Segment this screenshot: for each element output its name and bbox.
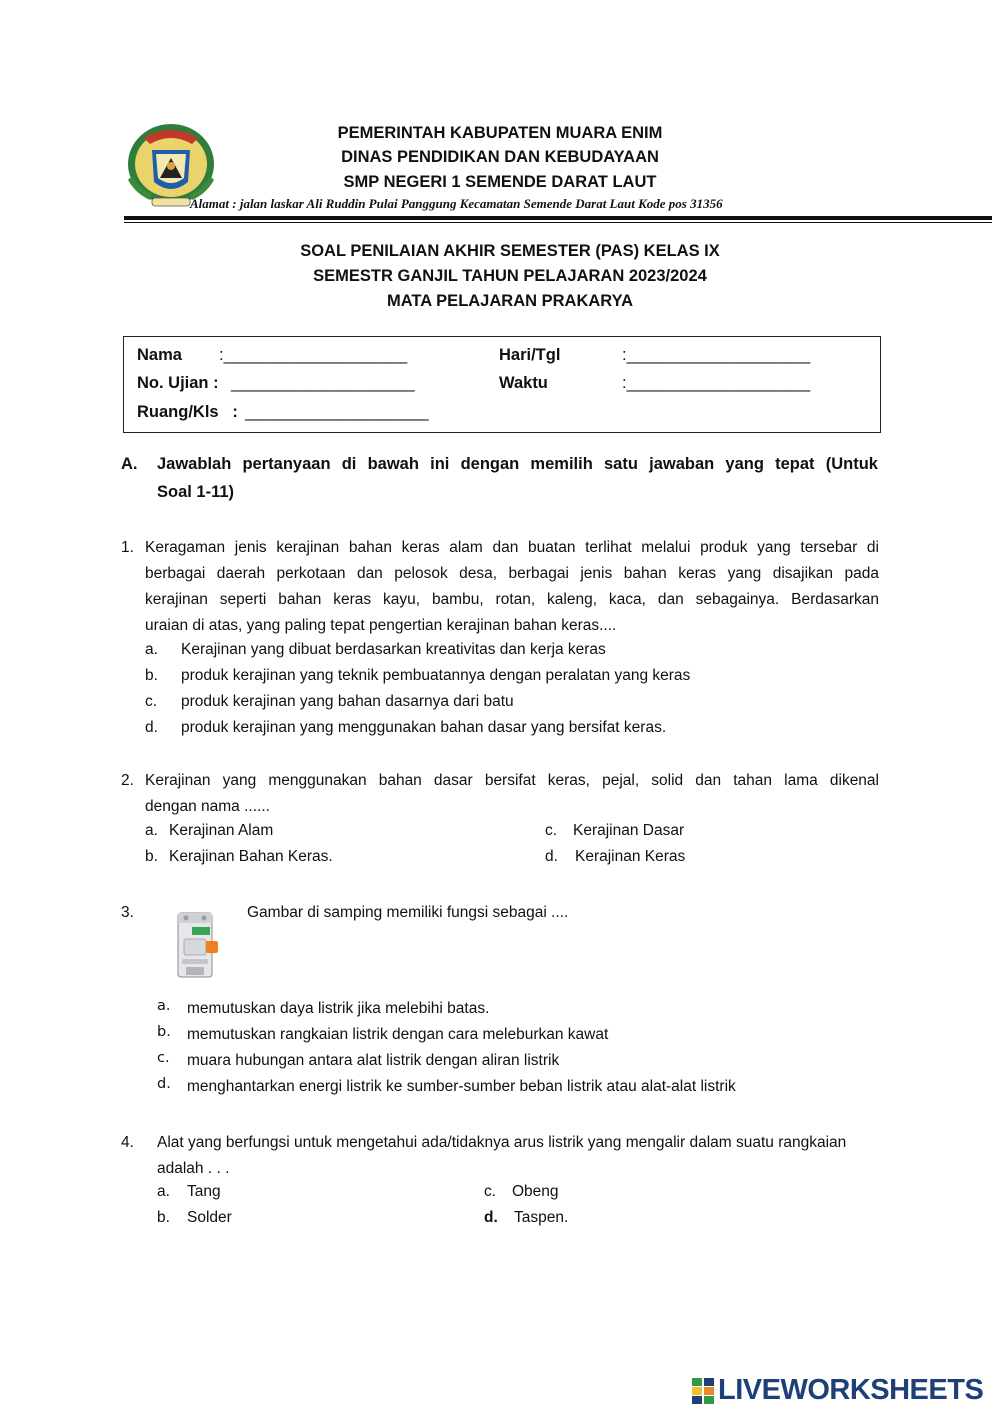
question-1-line-2: berbagai daerah perkotaan dan pelosok desa, berbagai jenis bahan keras yang disajikan pada: [145, 565, 879, 582]
hari-tgl-label: Hari/Tgl: [499, 346, 561, 364]
question-2-option-a[interactable]: Kerajinan Alam: [169, 822, 274, 839]
question-1-option-a[interactable]: Kerajinan yang dibuat berdasarkan kreativitas dan kerja keras: [181, 641, 606, 658]
question-4-option-b-letter: b.: [157, 1209, 170, 1226]
question-4-option-c-letter: c.: [484, 1183, 497, 1200]
hari-tgl-field[interactable]: :____________________: [622, 346, 811, 364]
nama-label: Nama: [137, 346, 182, 364]
nama-field[interactable]: :____________________: [219, 346, 408, 364]
exam-title-line-3: MATA PELAJARAN PRAKARYA: [387, 292, 633, 310]
question-4-option-b[interactable]: Solder: [187, 1209, 232, 1226]
question-4-option-d-letter: d.: [484, 1209, 498, 1226]
letterhead-line-3: SMP NEGERI 1 SEMENDE DARAT LAUT: [343, 173, 657, 191]
no-ujian-label: No. Ujian :: [137, 374, 219, 392]
question-3-option-a-letter: a.: [157, 998, 171, 1014]
ruang-kls-label: Ruang/Kls :: [137, 403, 238, 421]
question-1-line-3: kerajinan seperti bahan keras kayu, bambu, rotan, kaleng, kaca, dan sebagainya. Berdasarkan: [145, 591, 879, 608]
question-2-option-d-letter: d.: [545, 848, 558, 865]
question-2-line-2: dengan nama ......: [145, 798, 270, 815]
question-1-option-c[interactable]: produk kerajinan yang bahan dasarnya dari batu: [181, 693, 514, 710]
question-2-number: 2.: [121, 772, 134, 789]
question-3-number: 3.: [121, 904, 134, 921]
question-3-option-d-letter: d.: [157, 1076, 171, 1092]
question-3-prompt: Gambar di samping memiliki fungsi sebagai ....: [247, 904, 569, 921]
question-1-option-a-letter: a.: [145, 641, 158, 658]
letterhead-line-1: PEMERINTAH KABUPATEN MUARA ENIM: [337, 124, 663, 142]
question-2-option-c[interactable]: Kerajinan Dasar: [573, 822, 685, 839]
question-4-option-a[interactable]: Tang: [187, 1183, 221, 1200]
ruang-kls-field[interactable]: ____________________: [245, 403, 429, 421]
waktu-field[interactable]: :____________________: [622, 374, 811, 392]
question-4-option-d[interactable]: Taspen.: [514, 1209, 569, 1226]
school-address: Alamat : jalan laskar Ali Ruddin Pulai Panggung Kecamatan Semende Darat Laut Kode pos 31356: [190, 196, 723, 211]
question-1-option-c-letter: c.: [145, 693, 158, 710]
question-1-line-4: uraian di atas, yang paling tepat pengertian kerajinan bahan keras....: [145, 617, 617, 634]
letterhead-divider-thick: [124, 216, 992, 220]
question-4-line-1: Alat yang berfungsi untuk mengetahui ada/tidaknya arus listrik yang mengalir dalam suatu rangkaian: [157, 1134, 847, 1151]
question-3-option-a[interactable]: memutuskan daya listrik jika melebihi batas.: [187, 1000, 490, 1017]
question-4-number: 4.: [121, 1134, 134, 1151]
exam-title-line-1: SOAL PENILAIAN AKHIR SEMESTER (PAS) KELAS IX: [300, 242, 720, 260]
question-2-option-c-letter: c.: [545, 822, 558, 839]
question-1-number: 1.: [121, 539, 134, 556]
liveworksheets-brand: LIVEWORKSHEETS: [718, 1374, 984, 1406]
no-ujian-field[interactable]: ____________________: [231, 374, 415, 392]
question-1-option-b[interactable]: produk kerajinan yang teknik pembuatannya dengan peralatan yang keras: [181, 667, 691, 684]
section-a-instruction-line-2: Soal 1-11): [157, 483, 235, 501]
exam-title-line-2: SEMESTR GANJIL TAHUN PELAJARAN 2023/2024: [313, 267, 707, 285]
question-3-option-c[interactable]: muara hubungan antara alat listrik dengan aliran listrik: [187, 1052, 560, 1069]
section-a-instruction-line-1: Jawablah pertanyaan di bawah ini dengan memilih satu jawaban yang tepat (Untuk: [157, 455, 878, 473]
question-1-option-d[interactable]: produk kerajinan yang menggunakan bahan dasar yang bersifat keras.: [181, 719, 667, 736]
question-3-option-d[interactable]: menghantarkan energi listrik ke sumber-sumber beban listrik atau alat-alat listrik: [187, 1078, 736, 1095]
waktu-label: Waktu: [499, 374, 548, 392]
question-4-line-2: adalah . . .: [157, 1160, 230, 1177]
question-4-option-c[interactable]: Obeng: [512, 1183, 559, 1200]
liveworksheets-logo-icon: [692, 1378, 714, 1404]
letterhead-divider-thin: [124, 222, 992, 223]
section-a-letter: A.: [121, 455, 138, 473]
question-2-option-b[interactable]: Kerajinan Bahan Keras.: [169, 848, 333, 865]
question-1-line-1: Keragaman jenis kerajinan bahan keras alam dan buatan terlihat melalui produk yang tersebar di: [145, 539, 879, 556]
question-2-line-1: Kerajinan yang menggunakan bahan dasar bersifat keras, pejal, solid dan tahan lama dikenal: [145, 772, 879, 789]
question-3-option-b-letter: b.: [157, 1024, 171, 1040]
question-2-option-b-letter: b.: [145, 848, 158, 865]
question-3-option-b[interactable]: memutuskan rangkaian listrik dengan cara meleburkan kawat: [187, 1026, 609, 1043]
question-4-option-a-letter: a.: [157, 1183, 170, 1200]
question-1-option-d-letter: d.: [145, 719, 158, 736]
question-2-option-a-letter: a.: [145, 822, 158, 839]
circuit-breaker-image: [172, 907, 222, 981]
question-3-option-c-letter: c.: [157, 1050, 170, 1066]
question-1-option-b-letter: b.: [145, 667, 158, 684]
letterhead-line-2: DINAS PENDIDIKAN DAN KEBUDAYAAN: [341, 148, 659, 166]
question-2-option-d[interactable]: Kerajinan Keras: [575, 848, 686, 865]
